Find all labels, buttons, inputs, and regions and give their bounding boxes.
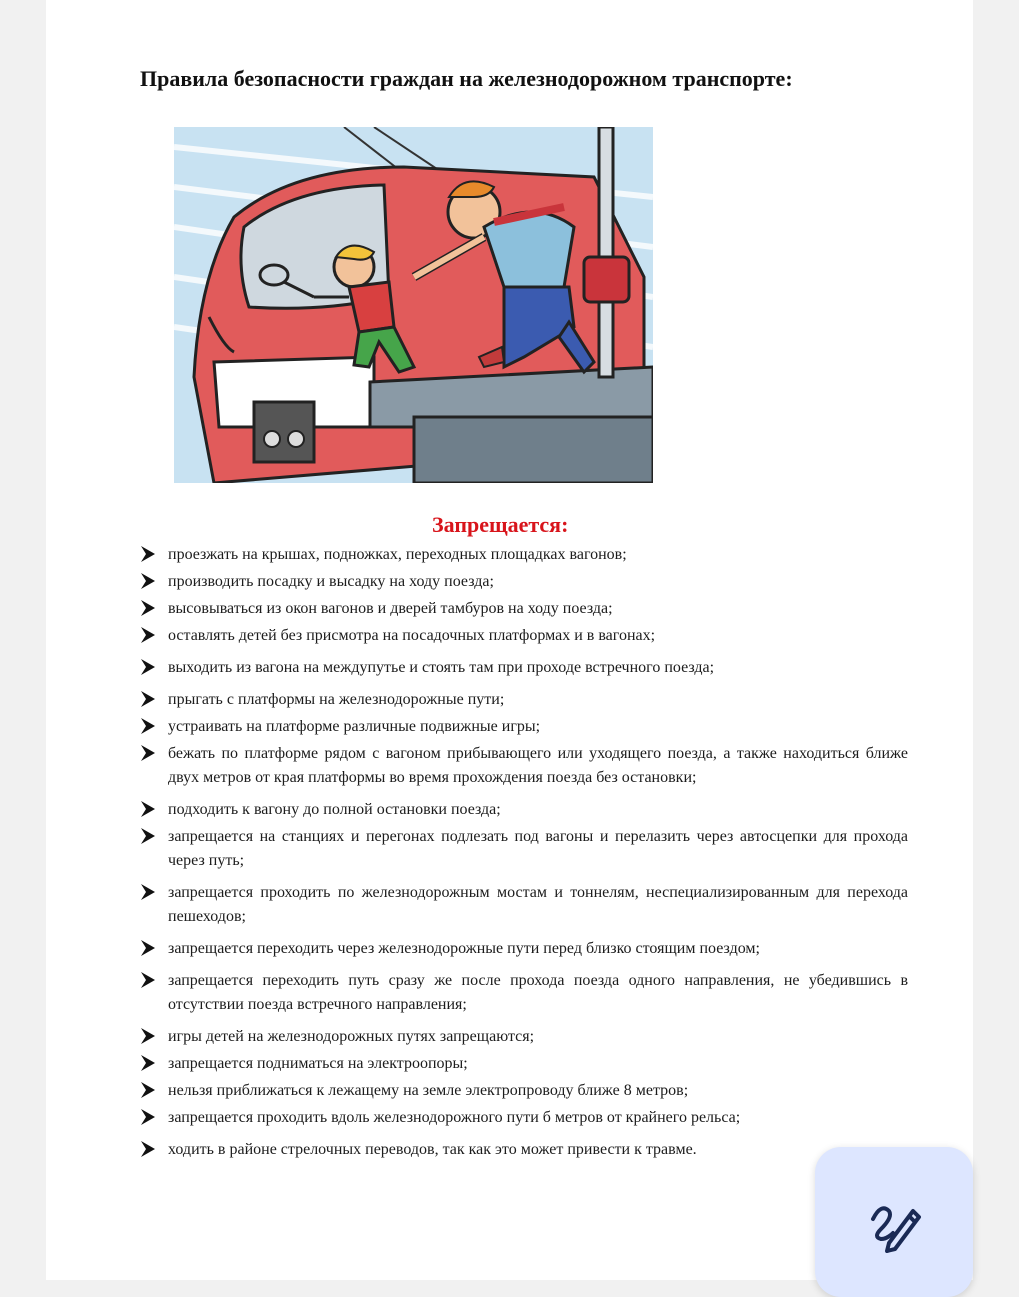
arrow-bullet-icon	[140, 597, 156, 619]
rule-text: запрещается на станциях и перегонах подлезать под вагоны и перелазить через автосцепки для прохода через путь;	[168, 828, 908, 869]
rule-text: запрещается переходить путь сразу же после прохода поезда одного направления, не убедившись в отсутствии поезда встречного направления;	[168, 972, 908, 1013]
arrow-bullet-icon	[140, 1106, 156, 1128]
list-item	[138, 881, 908, 929]
arrow-bullet-icon	[140, 742, 156, 764]
rule-text: запрещается переходить через железнодорожные пути перед близко стоящим поездом;	[168, 940, 760, 957]
list-item	[138, 1079, 908, 1103]
arrow-bullet-icon	[140, 825, 156, 847]
list-item	[138, 543, 908, 567]
document-page	[46, 0, 973, 1280]
rules-list	[138, 543, 908, 1165]
arrow-bullet-icon	[140, 1079, 156, 1101]
list-item	[138, 688, 908, 712]
arrow-bullet-icon	[140, 1025, 156, 1047]
arrow-bullet-icon	[140, 570, 156, 592]
forbidden-heading: Запрещается:	[432, 512, 569, 537]
rule-text: выходить из вагона на междупутье и стоять там при проходе встречного поезда;	[168, 659, 715, 676]
list-item	[138, 1138, 908, 1162]
list-item	[138, 715, 908, 739]
rule-text: прыгать с платформы на железнодорожные пути;	[168, 691, 505, 708]
list-item	[138, 1052, 908, 1076]
list-item	[138, 624, 908, 648]
rule-text: игры детей на железнодорожных путях запрещаются;	[168, 1028, 535, 1045]
rule-text: нельзя приближаться к лежащему на земле электропроводу ближе 8 метров;	[168, 1082, 689, 1099]
arrow-bullet-icon	[140, 688, 156, 710]
list-item	[138, 570, 908, 594]
edit-pen-icon	[867, 1199, 923, 1255]
list-item	[138, 1025, 908, 1049]
rule-text: производить посадку и высадку на ходу поезда;	[168, 573, 494, 590]
arrow-bullet-icon	[140, 881, 156, 903]
list-item	[138, 742, 908, 790]
arrow-bullet-icon	[140, 937, 156, 959]
rule-text: подходить к вагону до полной остановки поезда;	[168, 801, 501, 818]
rule-text: запрещается подниматься на электроопоры;	[168, 1055, 468, 1072]
arrow-bullet-icon	[140, 715, 156, 737]
rule-text: высовываться из окон вагонов и дверей тамбуров на ходу поезда;	[168, 600, 613, 617]
train-safety-illustration	[174, 127, 653, 483]
list-item	[138, 825, 908, 873]
rule-text: проезжать на крышах, подножках, переходных площадках вагонов;	[168, 546, 627, 563]
rule-text: запрещается проходить по железнодорожным мостам и тоннелям, неспециализированным для перехода пешеходов;	[168, 884, 908, 925]
list-item	[138, 597, 908, 621]
arrow-bullet-icon	[140, 624, 156, 646]
rule-text: устраивать на платформе различные подвижные игры;	[168, 718, 541, 735]
rule-text: запрещается проходить вдоль железнодорожного пути б метров от крайнего рельса;	[168, 1109, 741, 1126]
list-item	[138, 969, 908, 1017]
arrow-bullet-icon	[140, 543, 156, 565]
list-item	[138, 1106, 908, 1130]
list-item	[138, 937, 908, 961]
edit-button[interactable]	[815, 1147, 973, 1297]
arrow-bullet-icon	[140, 1138, 156, 1160]
list-item	[138, 798, 908, 822]
list-item	[138, 656, 908, 680]
arrow-bullet-icon	[140, 969, 156, 991]
rule-text: ходить в районе стрелочных переводов, так как это может привести к травме.	[168, 1141, 697, 1158]
arrow-bullet-icon	[140, 656, 156, 678]
arrow-bullet-icon	[140, 1052, 156, 1074]
rule-text: оставлять детей без присмотра на посадочных платформах и в вагонах;	[168, 627, 656, 644]
arrow-bullet-icon	[140, 798, 156, 820]
document-title: Правила безопасности граждан на железнодорожном транспорте:	[140, 66, 793, 91]
rule-text: бежать по платформе рядом с вагоном прибывающего или уходящего поезда, а также находиться ближе двух метров от края платформы во время прохождения поезда без остановки;	[168, 745, 908, 786]
